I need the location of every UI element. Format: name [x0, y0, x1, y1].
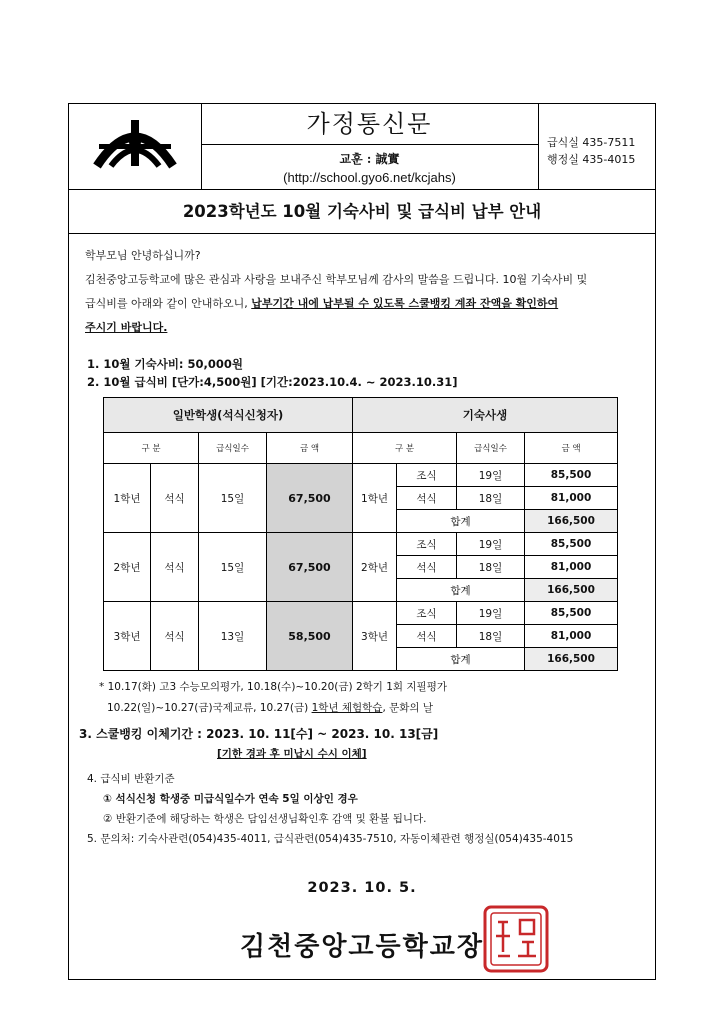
group-general-header: 일반학생(석식신청자) — [104, 398, 353, 433]
dorm-fee-item: 1. 10월 기숙사비: 50,000원 — [87, 357, 244, 371]
col-amount-dorm: 금 액 — [525, 433, 618, 464]
total-label: 합계 — [397, 648, 525, 671]
school-emblem-icon — [69, 104, 201, 189]
notice-title: 2023학년도 10월 기숙사비 및 급식비 납부 안내 — [69, 189, 655, 234]
dinner-amount: 81,000 — [525, 625, 618, 648]
contact-phones — [539, 134, 635, 168]
amount-cell: 67,500 — [267, 533, 353, 602]
total-label: 합계 — [397, 510, 525, 533]
col-meal-days-dorm: 급식일수 — [457, 433, 525, 464]
table-row — [104, 602, 618, 625]
notice-document — [68, 103, 656, 980]
school-motto: 교훈 : 誠實 — [339, 152, 400, 166]
note-line-2 — [99, 698, 447, 719]
dorm-grade-cell: 3학년 — [353, 602, 397, 671]
breakfast-label: 조식 — [397, 464, 457, 487]
col-amount: 금 액 — [267, 433, 353, 464]
intro-line-3 — [85, 316, 651, 340]
dinner-amount: 81,000 — [525, 556, 618, 579]
breakfast-amount: 85,500 — [525, 533, 618, 556]
school-url[interactable]: (http://school.gyo6.net/kcjahs) — [283, 170, 456, 185]
letterhead — [69, 104, 655, 190]
letterhead-center — [201, 104, 539, 189]
schoolbanking-period — [79, 724, 438, 764]
phone-meal-office: 급식실 435-7511 — [547, 136, 636, 149]
breakfast-days: 19일 — [457, 464, 525, 487]
schedule-notes — [99, 677, 447, 719]
refund-rule-1: ① 석식신청 학생중 미급식일수가 연속 5일 이상인 경우 — [103, 793, 358, 805]
issue-date: 2023. 10. 5. — [307, 880, 417, 896]
group-dorm-header: 기숙사생 — [353, 398, 618, 433]
meal-fee-item: 2. 10월 급식비 [단가:4,500원] [기간:2023.10.4. ~ 2023.10.31] — [87, 375, 458, 389]
dinner-label: 석식 — [397, 556, 457, 579]
breakfast-amount: 85,500 — [525, 464, 618, 487]
total-amount: 166,500 — [525, 510, 618, 533]
document-type-title: 가정통신문 — [201, 104, 538, 145]
greeting: 학부모님 안녕하십니까? — [85, 249, 201, 262]
fee-table — [103, 397, 618, 671]
amount-cell: 58,500 — [267, 602, 353, 671]
meal-cell: 석식 — [151, 602, 199, 671]
table-row — [104, 533, 618, 556]
schoolbanking-sub: [기한 경과 후 미납시 수시 이체] — [217, 748, 367, 760]
days-cell: 15일 — [199, 533, 267, 602]
meal-cell: 석식 — [151, 464, 199, 533]
total-label: 합계 — [397, 579, 525, 602]
intro-line-1: 김천중앙고등학교에 많은 관심과 사랑을 보내주신 학부모님께 감사의 말씀을 드립니다. 10월 기숙사비 및 — [85, 273, 588, 286]
meal-cell: 석식 — [151, 533, 199, 602]
intro-line-2 — [85, 292, 651, 316]
grade-cell: 3학년 — [104, 602, 151, 671]
days-cell: 15일 — [199, 464, 267, 533]
note-line-2a: 10.22(일)~10.27(금)국제교류, 10.27(금) — [107, 702, 312, 714]
dorm-grade-cell: 1학년 — [353, 464, 397, 533]
note-line-2b: 1학년 체험학습 — [311, 702, 383, 714]
breakfast-amount: 85,500 — [525, 602, 618, 625]
dinner-days: 18일 — [457, 556, 525, 579]
col-meal-days: 급식일수 — [199, 433, 267, 464]
fee-items — [87, 355, 457, 391]
refund-rule-2: ② 반환기준에 해당하는 학생은 담임선생님확인후 감액 및 환불 됩니다. — [103, 813, 427, 825]
dinner-label: 석식 — [397, 625, 457, 648]
note-line-1: * 10.17(화) 고3 수능모의평가, 10.18(수)~10.20(금) 2학기 1회 지필평가 — [99, 681, 447, 693]
table-row — [104, 464, 618, 487]
dinner-amount: 81,000 — [525, 487, 618, 510]
col-category: 구 분 — [104, 433, 199, 464]
refund-and-contact — [87, 769, 573, 849]
school-logo — [69, 104, 202, 189]
breakfast-days: 19일 — [457, 533, 525, 556]
grade-cell: 1학년 — [104, 464, 151, 533]
intro-line-2-text: 급식비를 아래와 같이 안내하오니, — [85, 297, 252, 310]
days-cell: 13일 — [199, 602, 267, 671]
amount-cell: 67,500 — [267, 464, 353, 533]
breakfast-label: 조식 — [397, 533, 457, 556]
intro-emphasis: 납부기간 내에 납부될 수 있도록 스쿨뱅킹 계좌 잔액을 확인하여 — [251, 297, 559, 310]
total-amount: 166,500 — [525, 648, 618, 671]
breakfast-label: 조식 — [397, 602, 457, 625]
note-line-2c: , 문화의 날 — [382, 702, 434, 714]
refund-title: 4. 급식비 반환기준 — [87, 773, 175, 785]
intro-emphasis-end: 주시기 바랍니다. — [85, 321, 168, 334]
col-category-dorm: 구 분 — [353, 433, 457, 464]
total-amount: 166,500 — [525, 579, 618, 602]
dinner-days: 18일 — [457, 625, 525, 648]
contact-info: 5. 문의처: 기숙사관련(054)435-4011, 급식관련(054)435-7510, 자동이체관련 행정실(054)435-4015 — [87, 833, 574, 845]
dorm-grade-cell: 2학년 — [353, 533, 397, 602]
grade-cell: 2학년 — [104, 533, 151, 602]
principal-signature: 김천중앙고등학교장 — [239, 932, 485, 962]
dinner-label: 석식 — [397, 487, 457, 510]
dinner-days: 18일 — [457, 487, 525, 510]
intro-paragraph — [85, 244, 651, 340]
phone-admin-office: 행정실 435-4015 — [547, 153, 636, 166]
breakfast-days: 19일 — [457, 602, 525, 625]
schoolbanking-main: 3. 스쿨뱅킹 이체기간 : 2023. 10. 11[수] ~ 2023. 10. 13[금] — [79, 727, 439, 741]
